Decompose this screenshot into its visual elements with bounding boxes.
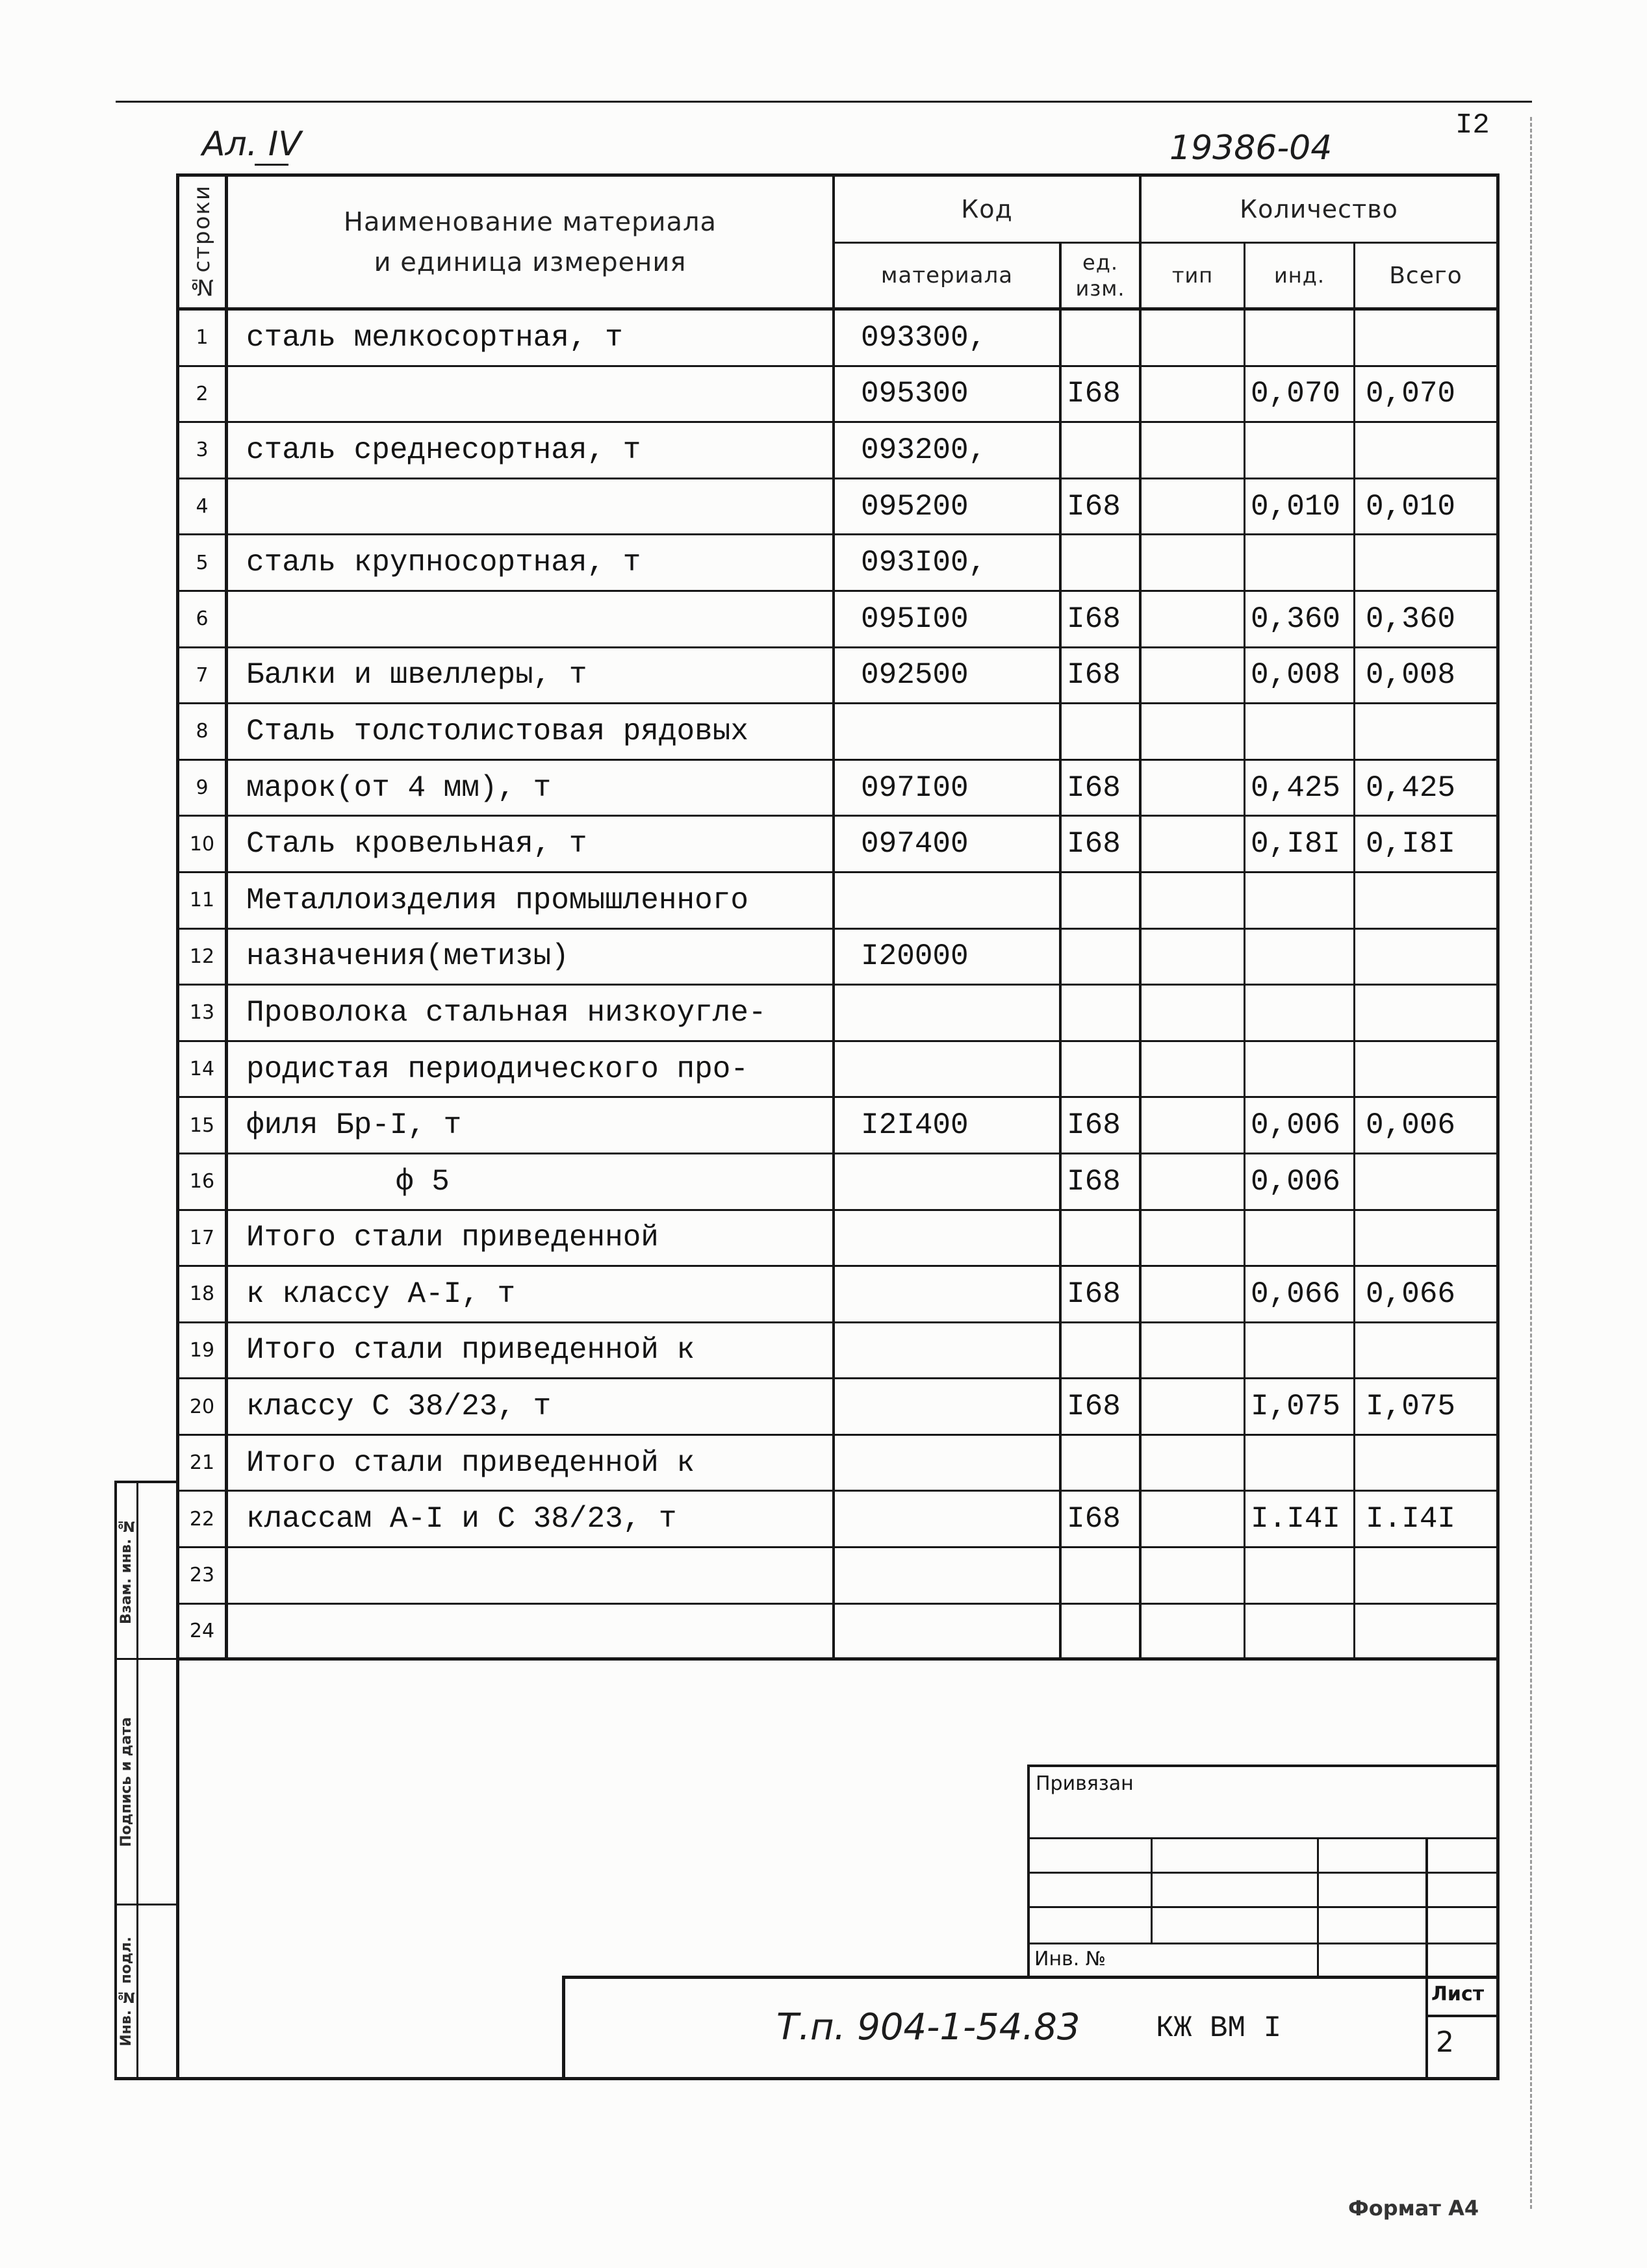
material-name: филя Бр-I, т [228,1098,835,1154]
row-number: 20 [176,1379,228,1436]
margin-signature-date-label: Подпись и дата [118,1716,134,1847]
unit-code: I68 [1062,367,1142,424]
row-number: 4 [176,479,228,536]
qty-individual [1245,535,1355,592]
material-code: 093300, [835,311,1062,367]
table-row [176,1154,1500,1211]
row-number: 13 [176,986,228,1042]
qty-individual [1245,311,1355,367]
material-code [835,1379,1062,1436]
qty-total: 0,360 [1355,592,1500,648]
qty-total [1355,986,1500,1042]
bound-block-col-line [1425,1837,1428,2080]
document-number: 19386-04 [1169,129,1333,168]
material-code: 095200 [835,479,1062,536]
qty-type [1142,1267,1245,1323]
bound-block-row-line [1028,1906,1500,1908]
row-number: 22 [176,1492,228,1548]
material-code: 097I00 [835,761,1062,817]
frame-bottom-line [116,2077,1500,2080]
table-row [176,592,1500,648]
qty-type [1142,592,1245,648]
qty-individual: 0,I8I [1245,817,1355,873]
bound-block-row-line [1028,1943,1500,1944]
qty-total [1355,1154,1500,1211]
material-name: Балки и швеллеры, т [228,648,835,705]
unit-code [1062,1605,1142,1661]
qty-individual: 0,006 [1245,1098,1355,1154]
header-code-unit [1062,244,1142,311]
qty-type [1142,1379,1245,1436]
qty-total: 0,I8I [1355,817,1500,873]
unit-code [1062,1436,1142,1492]
table-row [176,648,1500,705]
material-code: I20000 [835,930,1062,986]
table-row [176,1211,1500,1268]
qty-total: 0,006 [1355,1098,1500,1154]
page-mark: I2 [1455,109,1490,142]
table-row [176,1323,1500,1380]
material-name: Итого стали приведенной [228,1211,835,1268]
row-number: 9 [176,761,228,817]
row-number: 18 [176,1267,228,1323]
margin-inv-original-label: Инв. № подл. [118,1936,134,2046]
qty-individual [1245,1323,1355,1380]
bound-block-col-line [1317,1837,1319,1977]
material-name: классам А-I и С 38/23, т [228,1492,835,1548]
sheet-box-divider [1427,2015,1500,2017]
material-name: к классу А-I, т [228,1267,835,1323]
table-row [176,367,1500,424]
qty-total [1355,1436,1500,1492]
header-unit-line2: изм. [1075,276,1125,301]
qty-type [1142,1323,1245,1380]
qty-total [1355,535,1500,592]
bound-block-row-line [1028,1872,1500,1874]
qty-type [1142,1436,1245,1492]
material-code [835,986,1062,1042]
header-qty-type: тип [1142,244,1245,311]
table-row [176,479,1500,536]
material-name: Итого стали приведенной к [228,1323,835,1380]
unit-code [1062,423,1142,479]
album-underline [255,164,288,166]
qty-total [1355,1323,1500,1380]
row-number: 16 [176,1154,228,1211]
bound-block-row-line [1028,1837,1500,1839]
material-name: Итого стали приведенной к [228,1436,835,1492]
table-row [176,1379,1500,1436]
qty-total [1355,1211,1500,1268]
table-body [176,311,1500,1661]
table-row [176,1605,1500,1661]
qty-individual [1245,1211,1355,1268]
bound-block-col-line [1151,1837,1153,1944]
material-code [835,1323,1062,1380]
material-code: 097400 [835,817,1062,873]
material-name: Сталь кровельная, т [228,817,835,873]
qty-type [1142,1492,1245,1548]
qty-individual [1245,930,1355,986]
qty-type [1142,1098,1245,1154]
inv-label: Инв. № [1034,1948,1106,1970]
section-code: КЖ ВМ I [1156,2011,1282,2045]
qty-individual: 0,006 [1245,1154,1355,1211]
qty-total [1355,311,1500,367]
material-name: сталь среднесортная, т [228,423,835,479]
qty-type [1142,817,1245,873]
bound-block-top [1028,1765,1500,1767]
unit-code: I68 [1062,1267,1142,1323]
format-mark: Формат А4 [1348,2196,1479,2221]
material-code: 095I00 [835,592,1062,648]
qty-total: 0,066 [1355,1267,1500,1323]
material-name: классу С 38/23, т [228,1379,835,1436]
qty-total [1355,873,1500,930]
table-row [176,986,1500,1042]
table-row [176,1042,1500,1099]
header-material-name [228,177,835,311]
material-name: Сталь толстолистовая рядовых [228,704,835,761]
table-header [176,173,1500,311]
material-code [835,1042,1062,1099]
qty-total: I.I4I [1355,1492,1500,1548]
qty-individual [1245,1605,1355,1661]
unit-code: I68 [1062,648,1142,705]
unit-code [1062,873,1142,930]
row-number: 12 [176,930,228,986]
qty-type [1142,1605,1245,1661]
row-number: 10 [176,817,228,873]
table-row [176,1098,1500,1154]
material-code [835,1211,1062,1268]
header-unit-line1: ед. [1082,250,1118,275]
qty-individual: I.I4I [1245,1492,1355,1548]
material-name [228,592,835,648]
unit-code [1062,1548,1142,1605]
material-code [835,704,1062,761]
table-row [176,930,1500,986]
material-name: сталь крупносортная, т [228,535,835,592]
material-name: Проволока стальная низкоугле- [228,986,835,1042]
qty-individual [1245,1042,1355,1099]
qty-total [1355,1042,1500,1099]
qty-type [1142,367,1245,424]
qty-total [1355,930,1500,986]
project-code: Т.п. 904-1-54.83 [776,2006,1080,2048]
material-code: 093200, [835,423,1062,479]
material-name [228,1548,835,1605]
qty-total: 0,008 [1355,648,1500,705]
row-number: 23 [176,1548,228,1605]
unit-code [1062,704,1142,761]
material-code [835,1436,1062,1492]
unit-code: I68 [1062,1379,1142,1436]
row-number: 2 [176,367,228,424]
qty-individual: 0,010 [1245,479,1355,536]
frame-left-line [176,1657,179,2080]
unit-code: I68 [1062,592,1142,648]
table-row [176,1548,1500,1605]
row-number: 5 [176,535,228,592]
sheet-number: 2 [1436,2026,1454,2059]
row-number: 11 [176,873,228,930]
unit-code [1062,311,1142,367]
qty-individual: 0,360 [1245,592,1355,648]
qty-type [1142,479,1245,536]
material-code [835,1154,1062,1211]
unit-code [1062,1042,1142,1099]
qty-individual: 0,070 [1245,367,1355,424]
table-row [176,311,1500,367]
row-number: 3 [176,423,228,479]
qty-individual [1245,704,1355,761]
header-row-number-label: №строки [189,184,215,300]
header-code-material: материала [835,244,1062,311]
qty-type [1142,986,1245,1042]
table-row [176,1492,1500,1548]
material-code [835,873,1062,930]
row-number: 14 [176,1042,228,1099]
qty-total: 0,010 [1355,479,1500,536]
margin-replace-inv [116,1483,137,1658]
header-quantity: Количество [1142,177,1500,244]
qty-individual: 0,008 [1245,648,1355,705]
table-row [176,704,1500,761]
qty-total: 0,425 [1355,761,1500,817]
header-name-line1: Наименование материала [343,207,717,237]
unit-code [1062,1211,1142,1268]
header-row-number [176,177,228,311]
qty-type [1142,1154,1245,1211]
row-number: 24 [176,1605,228,1661]
material-code [835,1548,1062,1605]
bound-block-left [1027,1765,1030,1978]
material-name: Металлоизделия промышленного [228,873,835,930]
margin-signature-date [116,1660,137,1904]
material-code [835,1605,1062,1661]
qty-individual [1245,1436,1355,1492]
row-number: 21 [176,1436,228,1492]
table-row [176,423,1500,479]
header-qty-total: Всего [1355,244,1500,311]
qty-type [1142,704,1245,761]
bound-label: Привязан [1036,1772,1134,1795]
row-number: 17 [176,1211,228,1268]
qty-type [1142,423,1245,479]
table-row [176,1436,1500,1492]
qty-type [1142,1211,1245,1268]
row-number: 19 [176,1323,228,1380]
unit-code: I68 [1062,479,1142,536]
material-code: 093I00, [835,535,1062,592]
header-qty-ind: инд. [1245,244,1355,311]
qty-total [1355,1605,1500,1661]
row-number: 6 [176,592,228,648]
material-name [228,479,835,536]
margin-inv-original [116,1905,137,2077]
scan-edge-line [1530,117,1532,2209]
qty-type [1142,1042,1245,1099]
qty-individual: 0,425 [1245,761,1355,817]
unit-code: I68 [1062,1098,1142,1154]
qty-type [1142,873,1245,930]
material-code [835,1267,1062,1323]
material-name: родистая периодического про- [228,1042,835,1099]
qty-individual [1245,1548,1355,1605]
album-mark: Ал. IV [202,125,301,164]
material-name [228,367,835,424]
row-number: 7 [176,648,228,705]
qty-total: 0,070 [1355,367,1500,424]
sheet-top-line [116,101,1532,103]
unit-code: I68 [1062,1154,1142,1211]
row-number: 1 [176,311,228,367]
qty-type [1142,648,1245,705]
qty-total: I,075 [1355,1379,1500,1436]
material-name: сталь мелкосортная, т [228,311,835,367]
stamp-top-line [563,1976,1500,1979]
row-number: 15 [176,1098,228,1154]
unit-code: I68 [1062,1492,1142,1548]
margin-replace-inv-label: Взам. инв. № [118,1517,134,1624]
row-number: 8 [176,704,228,761]
unit-code [1062,1323,1142,1380]
material-code: I2I400 [835,1098,1062,1154]
qty-individual: 0,066 [1245,1267,1355,1323]
table-row [176,1267,1500,1323]
material-code: 095300 [835,367,1062,424]
qty-total [1355,423,1500,479]
table-row [176,535,1500,592]
qty-total [1355,704,1500,761]
unit-code [1062,930,1142,986]
qty-individual [1245,423,1355,479]
sheet-label: Лист [1431,1983,1485,2006]
qty-individual [1245,986,1355,1042]
table-row [176,817,1500,873]
material-code [835,1492,1062,1548]
qty-type [1142,930,1245,986]
qty-individual: I,075 [1245,1379,1355,1436]
qty-total [1355,1548,1500,1605]
unit-code [1062,535,1142,592]
qty-type [1142,535,1245,592]
header-name-line2: и единица измерения [374,247,687,277]
material-name [228,1605,835,1661]
unit-code: I68 [1062,817,1142,873]
table-row [176,873,1500,930]
material-name: назначения(метизы) [228,930,835,986]
table-row [176,761,1500,817]
unit-code: I68 [1062,761,1142,817]
unit-code [1062,986,1142,1042]
qty-type [1142,761,1245,817]
material-name: ф 5 [228,1154,835,1211]
material-name: марок(от 4 мм), т [228,761,835,817]
qty-individual [1245,873,1355,930]
header-code: Код [835,177,1142,244]
qty-type [1142,1548,1245,1605]
stamp-left-line [562,1976,565,2080]
material-code: 092500 [835,648,1062,705]
qty-type [1142,311,1245,367]
